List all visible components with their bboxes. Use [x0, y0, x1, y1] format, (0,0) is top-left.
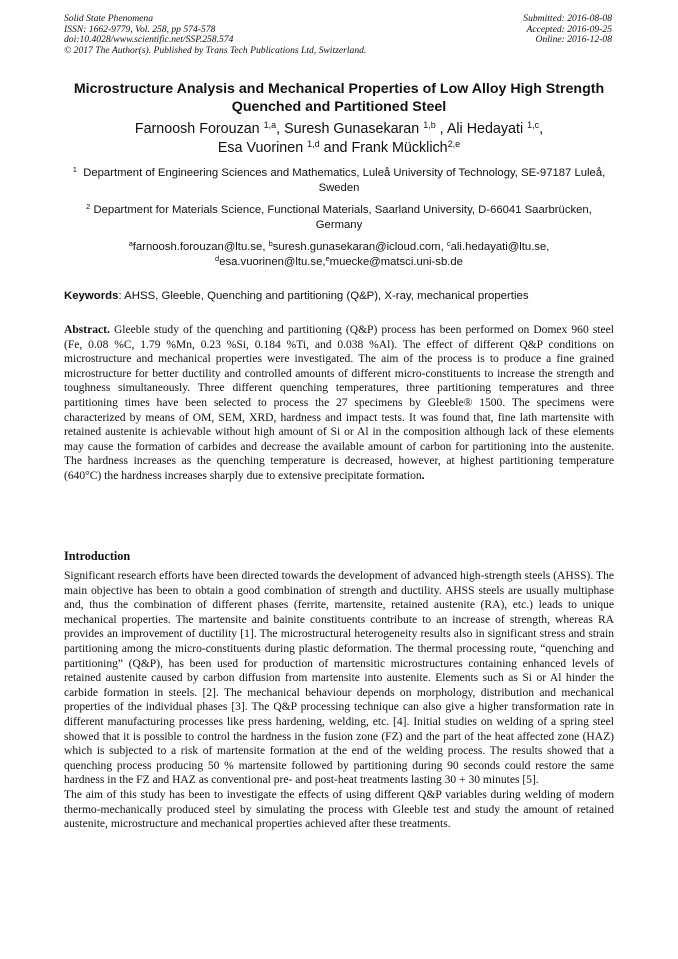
email-address: suresh.gunasekaran@icloud.com: [272, 241, 441, 253]
issn-line: ISSN: 1662-9779, Vol. 258, pp 574-578: [64, 23, 216, 35]
email-mark: c: [446, 239, 451, 248]
author-affiliation-mark: 1,c: [527, 120, 540, 130]
author-name: Frank Mücklich: [351, 139, 448, 156]
affiliation-text: Department for Materials Science, Functional Materials, Saarland University, D-66041 Saarbrücken, Germany: [93, 204, 592, 231]
journal-name: Solid State Phenomena: [64, 13, 153, 24]
author-name: Farnoosh Forouzan: [134, 121, 260, 137]
paragraph: The aim of this study has been to investigate the effects of using different Q&P variables during welding of modern thermo-mechanically produced steel by simulating the process with Gleeble test and study the amount of retained austenite, microstructure and mechanical properties achieved after these treatments.: [64, 788, 614, 831]
email-mark: e: [325, 253, 330, 263]
email-mark: d: [215, 253, 220, 263]
submission-dates: [442, 14, 612, 46]
paragraph: Significant research efforts have been directed towards the development of advanced high-strength steels (AHSS). The main objective has been to obtain a good combination of strength and ductility. AHSS steels are usually multiphase and, thus the combination of different phases (ferrite, martensite, retained austenite (RA), etc.) leads to unique mechanical properties. The martensite and bainite constituents contribute to an increase of strength, whereas RA provides an improvement of ductility [1]. The microstructural heterogeneity results also in significant stress and strain partitioning among the micro-constituents during plastic deformation. The thermal processing route, “quenching and partitioning” (Q&P), has been used for production of martensitic microstructures containing enhanced levels of retained austenite caused by carbon diffusion from martensite into austenite. Elements such as Si or Al hinder the carbide formation in steels. [2]. The mechanical behaviour depends on morphology, distribution and mechanical properties of the individual phases [3]. The Q&P processing technique can also give a higher transformation rate in different manufacturing processes like press hardening, welding, etc. [4]. Initial studies on welding of a spring steel showed that it is possible to control the hardness in the fusion zone (FZ) and the part of the heat affected zone (HAZ) which is subjected to a risk of martensite formation at the end of the welding process. The results showed that a quenching process producing 50 % martensite followed by partitioning during 90 seconds could restore the same hardness in the FZ and HAZ as conventional pre- and post-heat treatments lasting 30 + 30 minutes [5].: [64, 570, 614, 787]
online-date: Online: 2016-12-08: [535, 34, 612, 46]
abstract: [64, 323, 614, 484]
submitted-date: Submitted: 2016-08-08: [523, 13, 612, 24]
email-mark: b: [268, 239, 273, 248]
abstract-label: Abstract.: [64, 324, 110, 336]
keywords: [64, 289, 624, 303]
affiliation-number: 1: [72, 165, 77, 174]
email-address: muecke@matsci.uni-sb.de: [329, 255, 463, 268]
doi-line: doi:10.4028/www.scientific.net/SSP.258.574: [64, 34, 234, 46]
author-affiliation-mark: 1,a: [263, 120, 277, 130]
keywords-text: : AHSS, Gleeble, Quenching and partitioning (Q&P), X-ray, mechanical properties: [118, 290, 529, 302]
journal-info: [64, 14, 454, 56]
abstract-text: Gleeble study of the quenching and partitioning (Q&P) process has been performed on Domex 960 steel (Fe, 0.08 %C, 1.79 %Mn, 0.23 %Si, 0.184 %Ti, and 0.038 %Al). The effect of different Q&P conditions on microstructure and mechanical properties were investigated. The aim of the process is to produce a fine grained microstructure for better ductility and controlled amounts of different micro-constituents to increase the strength and toughness simultaneously. Three different quenching temperatures, three partitioning temperatures and three partitioning times have been selected to process the 27 specimens by Gleeble® 1500. The specimens were characterized by means of OM, SEM, XRD, hardness and impact tests. It was found that, fine lath martensite with retained austenite is achievable without high amount of Si or Al in the composition although lack of these elements may cause the formation of carbides and decrease the available amount of carbon for partitioning into the austenite. The hardness increases as the quenching temperature is decreased, however, at highest partitioning temperature (640°C) the hardness increases sharply due to extensive precipitate formation: [64, 324, 614, 482]
affiliation-1: [64, 166, 614, 195]
author-name: Suresh Gunasekaran: [284, 121, 420, 137]
copyright-line: © 2017 The Author(s). Published by Trans Tech Publications Ltd, Switzerland.: [64, 44, 367, 56]
accepted-date: Accepted: 2016-09-25: [526, 23, 612, 35]
author-list: Farnoosh Forouzan $^{1,a}$, Suresh Gunasekaran $^{1,b}$ , Ali Hedayati $^{1,c}$, Esa Vuorinen $^{1,d}$ and Frank Mücklich$^{2,e}$: [134, 120, 544, 156]
author-name: Ali Hedayati: [446, 121, 524, 137]
affiliation-text: Department of Engineering Sciences and Mathematics, Luleå University of Technology, SE-97187 Luleå, Sweden: [83, 167, 606, 194]
email-mark: a: [128, 239, 133, 248]
email-address: ali.hedayati@ltu.se: [450, 241, 547, 253]
email-address: farnoosh.forouzan@ltu.se: [132, 241, 263, 253]
section-heading-introduction: Introduction: [64, 549, 131, 563]
author-affiliation-mark: 2,e: [447, 138, 461, 149]
email-list: $^a$farnoosh.forouzan@ltu.se, $^b$suresh.gunasekaran@icloud.com, $^c$ali.hedayati@ltu.se, $^d$esa.vuorinen@ltu.se,$^e$muecke@matsci.uni-sb.de: [128, 239, 550, 268]
abstract-end-period: .: [421, 469, 425, 482]
email-address: esa.vuorinen@ltu.se: [219, 255, 323, 268]
affiliation-2: [64, 203, 614, 232]
keywords-label: Keywords: [64, 290, 119, 302]
author-affiliation-mark: 1,b: [423, 120, 436, 130]
author-affiliation-mark: 1,d: [307, 138, 320, 149]
introduction-body: [64, 569, 614, 832]
paper-title: Microstructure Analysis and Mechanical Properties of Low Alloy High Strength Quenched and Partitioned Steel: [73, 81, 605, 115]
affiliation-number: 2: [86, 202, 91, 211]
author-name: Esa Vuorinen: [217, 139, 304, 156]
